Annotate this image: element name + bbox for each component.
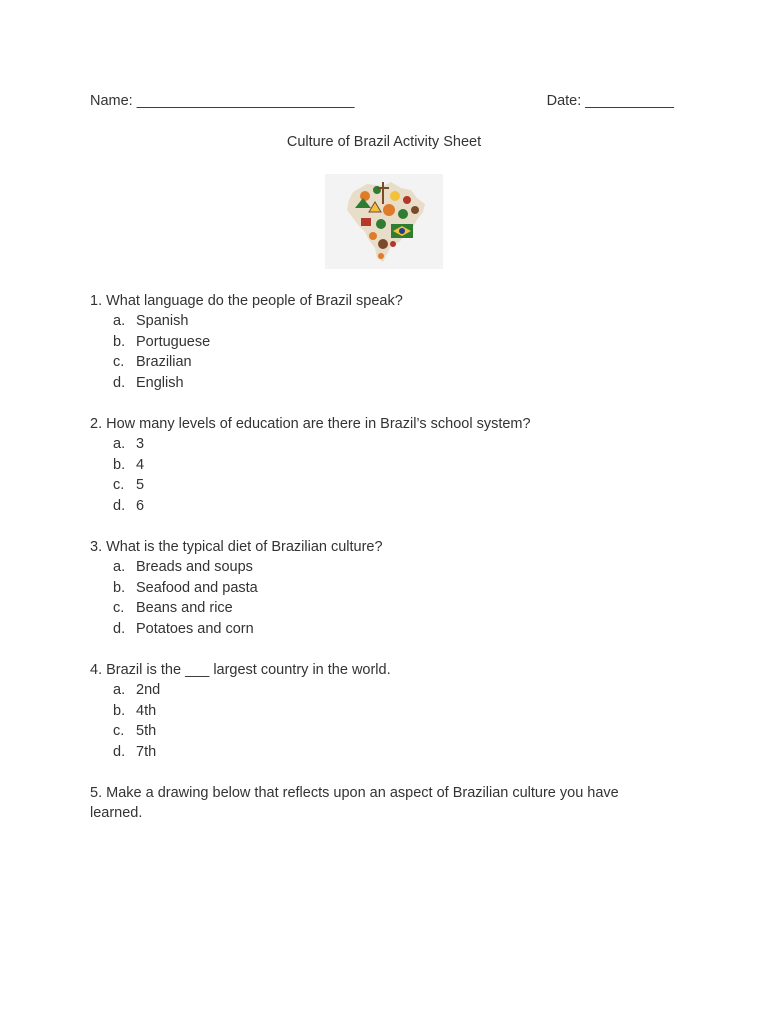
answer-option bbox=[90, 373, 690, 394]
option-text: Spanish bbox=[136, 313, 189, 329]
answer-option bbox=[90, 311, 690, 332]
option-letter: a. bbox=[113, 436, 126, 452]
option-text: Portuguese bbox=[136, 333, 211, 350]
answer-option bbox=[90, 721, 690, 742]
answer-options bbox=[90, 434, 690, 516]
option-text: 4th bbox=[136, 702, 157, 719]
drawing-area[interactable] bbox=[90, 835, 680, 1005]
option-letter: a. bbox=[113, 682, 126, 698]
answer-option bbox=[90, 680, 690, 701]
question-text: 3. What is the typical diet of Brazilian culture? bbox=[90, 539, 383, 555]
option-letter: d. bbox=[113, 374, 126, 391]
answer-options bbox=[90, 680, 690, 762]
option-letter: a. bbox=[113, 313, 126, 329]
option-letter: b. bbox=[113, 333, 126, 350]
answer-option bbox=[90, 455, 690, 476]
answer-option bbox=[90, 496, 690, 517]
answer-option bbox=[90, 619, 690, 640]
answer-option bbox=[90, 742, 690, 763]
option-text: English bbox=[136, 374, 184, 391]
option-text: Seafood and pasta bbox=[136, 579, 258, 596]
brazil-culture-map-illustration bbox=[325, 174, 443, 269]
option-letter: c. bbox=[113, 723, 125, 739]
option-letter: c. bbox=[113, 600, 125, 616]
option-letter: b. bbox=[113, 579, 126, 596]
option-letter: c. bbox=[113, 354, 125, 370]
answer-option bbox=[90, 352, 690, 373]
question-4 bbox=[90, 660, 690, 762]
option-letter: d. bbox=[113, 743, 126, 760]
question-text: 4. Brazil is the ___ largest country in the world. bbox=[90, 662, 391, 678]
option-letter: b. bbox=[113, 456, 126, 473]
answer-option bbox=[90, 598, 690, 619]
date-field-label: Date: ___________ bbox=[546, 93, 674, 109]
option-text: 7th bbox=[136, 743, 157, 760]
option-letter: c. bbox=[113, 477, 125, 493]
option-text: Beans and rice bbox=[136, 600, 233, 616]
option-letter: b. bbox=[113, 702, 126, 719]
question-3 bbox=[90, 537, 690, 639]
option-text: 6 bbox=[136, 497, 145, 514]
page-title: Culture of Brazil Activity Sheet bbox=[286, 134, 482, 150]
option-text: 2nd bbox=[136, 682, 161, 698]
option-text: Potatoes and corn bbox=[136, 620, 254, 637]
question-5: 5. Make a drawing below that reflects upon an aspect of Brazilian culture you have learned. bbox=[90, 785, 619, 821]
option-text: 5 bbox=[136, 477, 145, 493]
option-text: 4 bbox=[136, 456, 145, 473]
option-text: Brazilian bbox=[136, 354, 192, 370]
answer-option bbox=[90, 557, 690, 578]
answer-options bbox=[90, 311, 690, 393]
header-row bbox=[90, 93, 674, 113]
option-text: 5th bbox=[136, 723, 157, 739]
question-2 bbox=[90, 414, 690, 516]
answer-option bbox=[90, 701, 690, 722]
question-text: 2. How many levels of education are there in Brazil’s school system? bbox=[90, 416, 531, 432]
answer-option bbox=[90, 475, 690, 496]
option-letter: d. bbox=[113, 497, 126, 514]
option-text: 3 bbox=[136, 436, 145, 452]
answer-option bbox=[90, 434, 690, 455]
answer-options bbox=[90, 557, 690, 639]
question-1 bbox=[90, 291, 690, 393]
option-letter: d. bbox=[113, 620, 126, 637]
option-text: Breads and soups bbox=[136, 559, 253, 575]
answer-option bbox=[90, 332, 690, 353]
answer-option bbox=[90, 578, 690, 599]
question-text: 1. What language do the people of Brazil speak? bbox=[90, 293, 403, 309]
name-field-label: Name: ___________________________ bbox=[90, 93, 355, 109]
option-letter: a. bbox=[113, 559, 126, 575]
